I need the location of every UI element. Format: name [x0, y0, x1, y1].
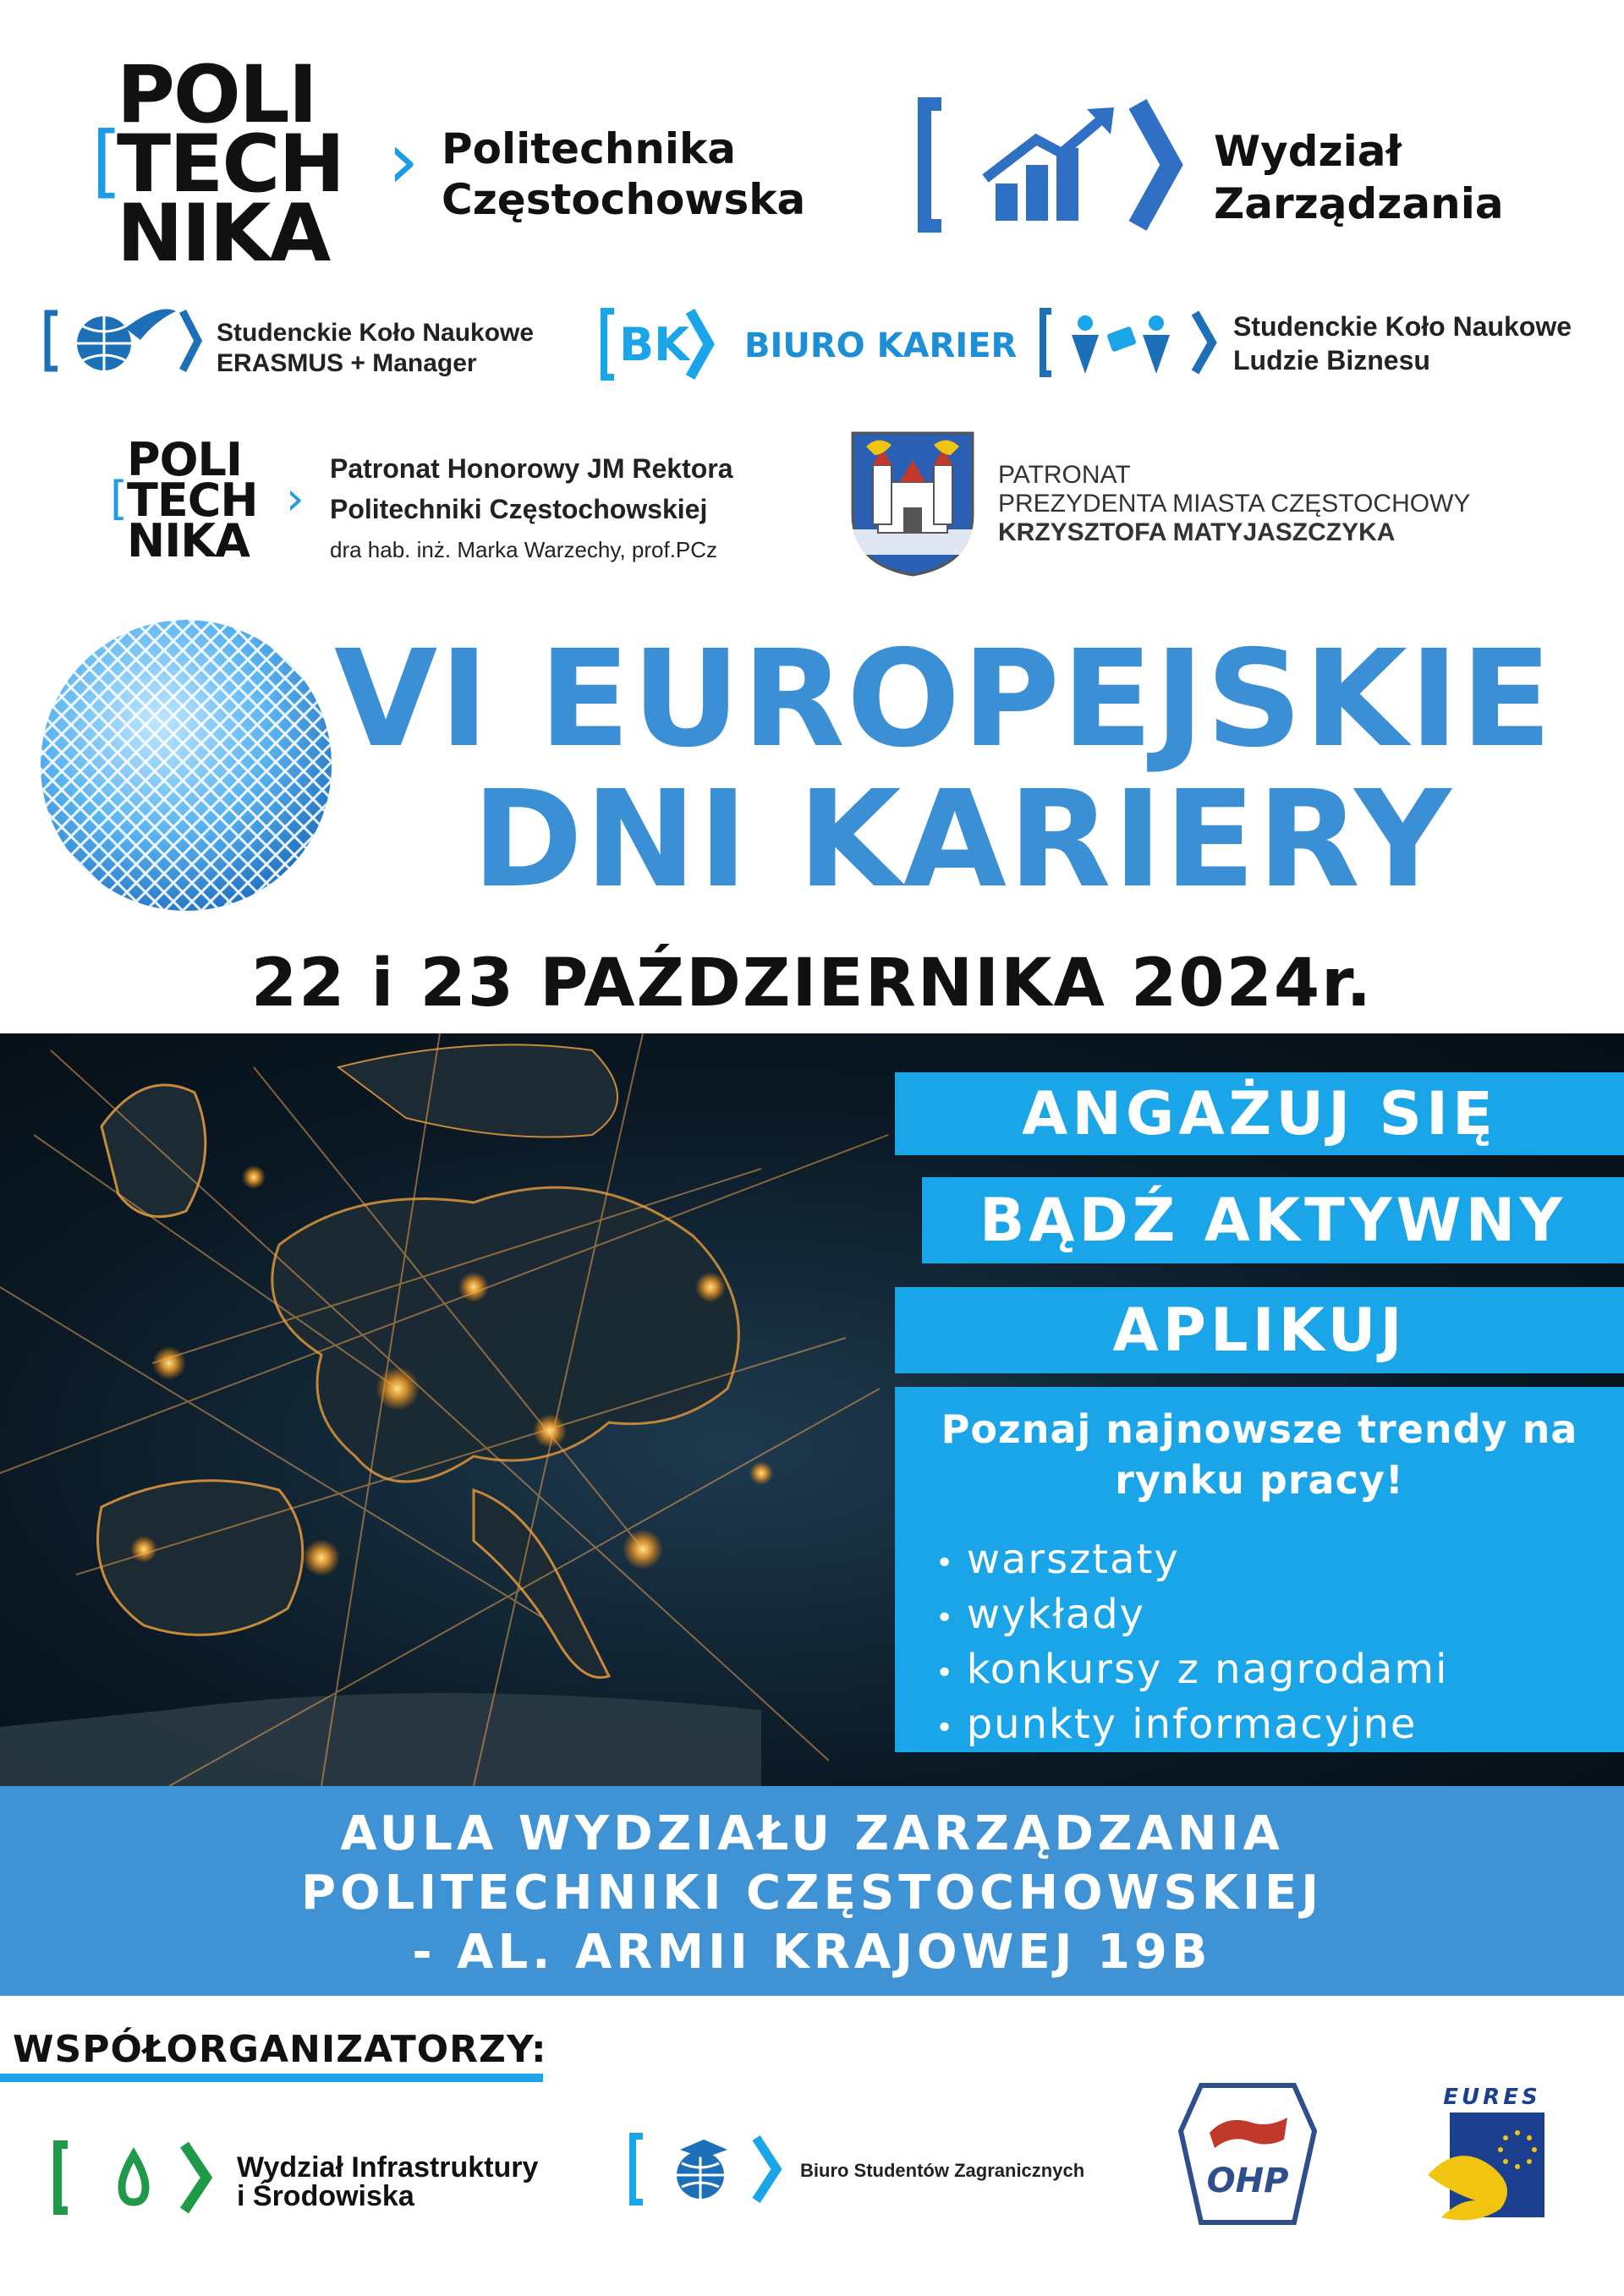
- bullet-dot-icon: •: [935, 1656, 967, 1690]
- cta-be-active: BĄDŹ AKTYWNY: [922, 1177, 1624, 1263]
- small-logo-line-3: NIKA: [127, 514, 250, 567]
- cta-engage: ANGAŻUJ SIĘ: [895, 1072, 1624, 1155]
- ludzie-biznesu-line-1: Studenckie Koło Naukowe: [1233, 311, 1572, 342]
- mayor-line-1: PATRONAT: [998, 461, 1131, 489]
- event-title-line-1: VI EUROPEJSKIE: [334, 622, 1554, 777]
- bullet-item: [935, 1699, 1624, 1754]
- erasmus-label-line-1: Studenckie Koło Naukowe: [217, 319, 535, 347]
- biuro-karier-logo: [599, 306, 717, 382]
- wis-label: [237, 2153, 538, 2211]
- mayor-line-3: KRZYSZTOFA MATYJASZCZYKA: [998, 518, 1396, 546]
- eures-logo: [1424, 2082, 1551, 2226]
- bullet-dot-icon: •: [935, 1711, 967, 1745]
- event-title-line-2: DNI KARIERY: [472, 762, 1453, 918]
- venue-banner: [0, 1786, 1624, 1996]
- venue-line-3: - AL. ARMII KRAJOWEJ 19B: [412, 1925, 1212, 1980]
- small-logo-chevron: ›: [286, 472, 304, 525]
- rector-patronage: [330, 448, 733, 570]
- bullet-text: wykłady: [966, 1591, 1146, 1638]
- event-date: 22 i 23 PAŹDZIERNIKA 2024r.: [250, 945, 1374, 1022]
- bullet-item: [935, 1589, 1624, 1644]
- mayor-patronage: [998, 461, 1470, 547]
- bullet-text: warsztaty: [966, 1536, 1180, 1583]
- ludzie-biznesu-line-2: Ludzie Biznesu: [1233, 345, 1430, 375]
- trends-subtitle-line-2: rynku pracy!: [1115, 1457, 1404, 1503]
- logo-line-2: TECH: [117, 118, 343, 211]
- trends-subtitle: [895, 1387, 1624, 1505]
- ludzie-biznesu-icon: [1036, 304, 1222, 381]
- erasmus-label: [217, 318, 534, 379]
- biuro-karier-label: BIURO KARIER: [744, 326, 1018, 365]
- bk-mark: BK: [619, 318, 690, 371]
- bullet-dot-icon: •: [935, 1546, 967, 1581]
- bullet-item: [935, 1644, 1624, 1699]
- wis-line-2: i Środowiska: [237, 2180, 414, 2212]
- wis-line-1: Wydział Infrastruktury: [237, 2151, 539, 2184]
- venue-line-2: POLITECHNIKI CZĘSTOCHOWSKIEJ: [300, 1866, 1324, 1921]
- mayor-line-2: PREZYDENTA MIASTA CZĘSTOCHOWY: [998, 490, 1471, 518]
- small-logo-line-2: TECH: [127, 474, 258, 527]
- coorganizers-heading: WSPÓŁORGANIZATORZY:: [13, 2028, 547, 2071]
- ludzie-biznesu-label: [1233, 310, 1572, 377]
- cta-apply: APLIKUJ: [895, 1287, 1624, 1373]
- logo-line-1: POLI: [117, 49, 316, 141]
- politechnika-logo: [91, 49, 418, 280]
- globe-mesh-icon: [34, 613, 338, 918]
- politechnika-name-line-2: Częstochowska: [442, 175, 806, 224]
- politechnika-name-line-1: Politechnika: [442, 124, 737, 173]
- coorganizers-underline: [0, 2074, 543, 2082]
- rector-line-1: Patronat Honorowy JM Rektora: [330, 453, 733, 484]
- bullet-item: [935, 1534, 1624, 1589]
- trends-bullet-list: [895, 1534, 1624, 1754]
- bsz-logo-icon: [626, 2131, 787, 2207]
- bullet-text: punkty informacyjne: [966, 1701, 1418, 1748]
- wz-name-line-1: Wydział: [1214, 127, 1402, 176]
- erasmus-globe-icon: [41, 303, 206, 379]
- logo-line-3: NIKA: [117, 188, 330, 280]
- bsz-label: Biuro Studentów Zagranicznych: [800, 2160, 1085, 2181]
- rector-line-2: Politechniki Częstochowskiej: [330, 494, 708, 524]
- politechnika-name: [442, 123, 805, 225]
- trends-subtitle-line-1: Poznaj najnowsze trendy na: [941, 1406, 1578, 1452]
- bullet-text: konkursy z nagrodami: [966, 1646, 1449, 1693]
- ohp-text: OHP: [1206, 2162, 1289, 2200]
- politechnika-small-logo: [110, 433, 304, 567]
- wz-name: [1214, 125, 1504, 230]
- ohp-logo: [1176, 2080, 1320, 2228]
- wis-logo-icon: [51, 2140, 220, 2216]
- bullet-dot-icon: •: [935, 1601, 967, 1636]
- trends-panel: [895, 1387, 1624, 1752]
- wydzial-zarzadzania-logo-icon: [918, 97, 1188, 233]
- small-logo-bracket: [: [110, 472, 128, 525]
- venue-line-1: AULA WYDZIAŁU ZARZĄDZANIA: [340, 1806, 1284, 1861]
- rector-line-3: dra hab. inż. Marka Warzechy, prof.PCz: [330, 537, 718, 562]
- wz-name-line-2: Zarządzania: [1214, 179, 1504, 228]
- eures-text: EURES: [1443, 2085, 1541, 2110]
- erasmus-label-line-2: ERASMUS + Manager: [217, 349, 477, 377]
- logo-chevron-right: ›: [387, 115, 418, 207]
- logo-bracket-left: [: [91, 115, 121, 207]
- small-logo-line-1: POLI: [127, 433, 242, 486]
- czestochowa-coat-of-arms: [849, 430, 976, 578]
